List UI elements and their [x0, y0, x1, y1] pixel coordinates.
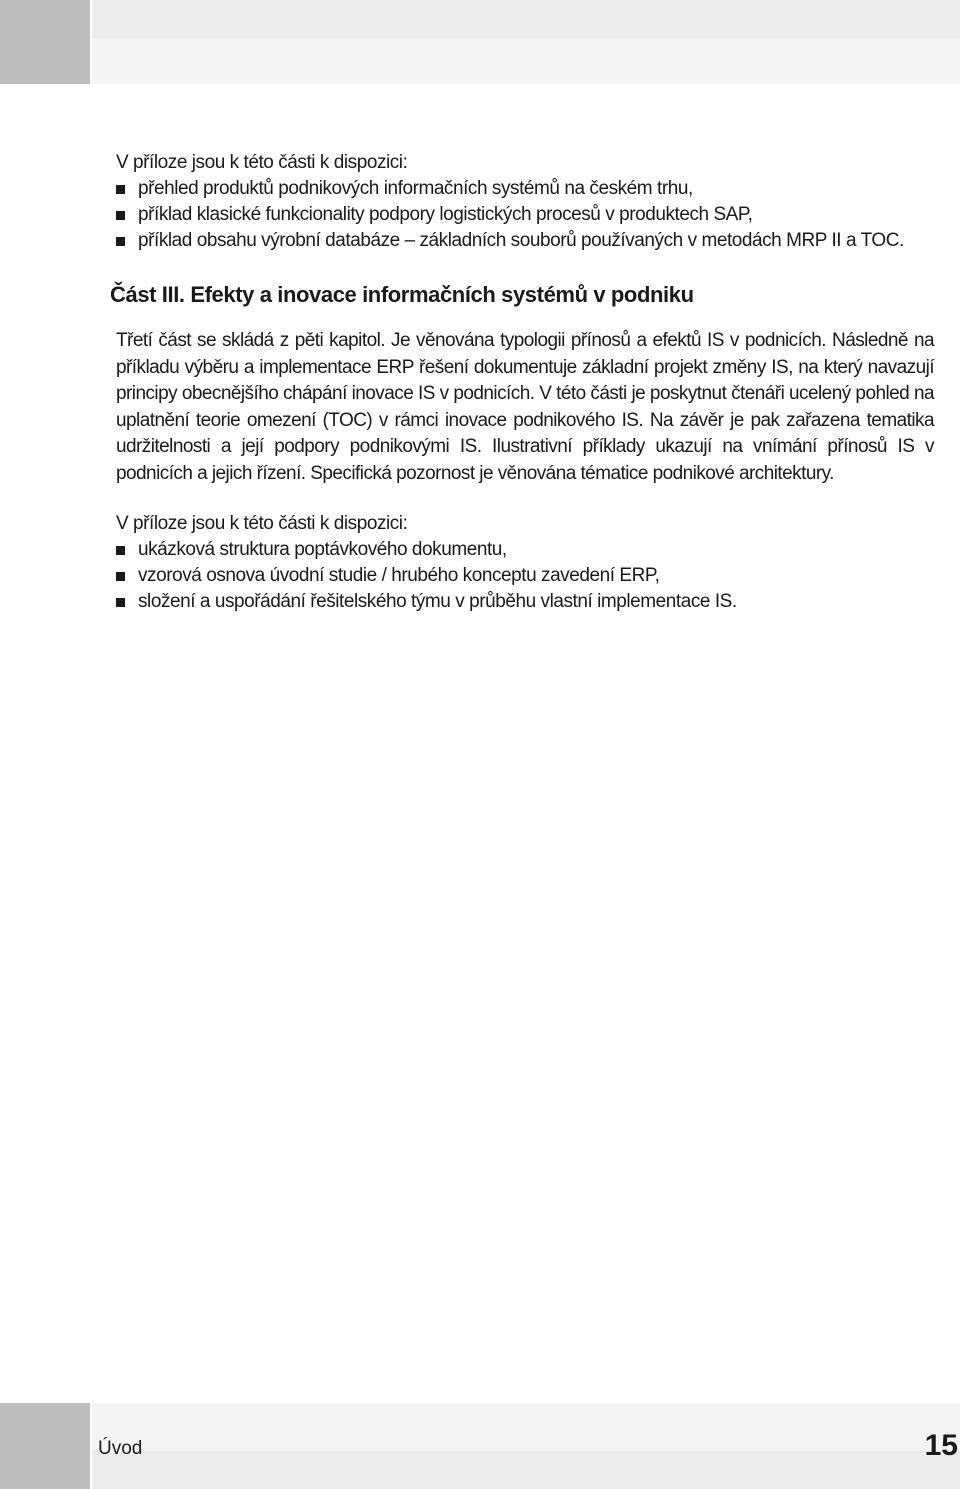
appendix-intro-2: V příloze jsou k této části k dispozici:	[116, 513, 408, 534]
page-content	[110, 150, 934, 615]
page-number: 15	[924, 1429, 958, 1462]
footer-band-bottom	[92, 1451, 960, 1489]
list-item-text: složení a uspořádání řešitelského týmu v průběhu vlastní implementace IS.	[138, 591, 737, 612]
list-item	[116, 563, 934, 589]
list-item-text: vzorová osnova úvodní studie / hrubého konceptu zavedení ERP,	[138, 565, 660, 586]
bullet-square-icon	[116, 598, 125, 607]
bullet-square-icon	[116, 211, 125, 220]
list-item-text: příklad klasické funkcionality podpory logistických procesů v produktech SAP,	[138, 204, 753, 225]
list-item	[116, 228, 934, 254]
list-item-text: ukázková struktura poptávkového dokumentu,	[138, 539, 507, 560]
appendix-list-1	[116, 176, 934, 254]
footer-section-label: Úvod	[98, 1438, 143, 1459]
appendix-list-2	[116, 537, 934, 615]
footer-band-top	[92, 1403, 960, 1451]
appendix-intro-1: V příloze jsou k této části k dispozici:	[116, 152, 408, 173]
list-item-text: příklad obsahu výrobní databáze – základních souborů používaných v metodách MRP II a TOC.	[138, 230, 904, 251]
list-item	[116, 537, 934, 563]
header-band-top	[92, 0, 960, 38]
list-item	[116, 589, 934, 615]
bullet-square-icon	[116, 546, 125, 555]
bullet-square-icon	[116, 237, 125, 246]
part-heading: Část III. Efekty a inovace informačních systémů v podniku	[110, 282, 694, 307]
part-description: Třetí část se skládá z pěti kapitol. Je věnována typologii přínosů a efektů IS v podnicích. Následně na příkladu výběru a implementace ERP řešení dokumentuje základní projekt změny IS, na který navazují principy obecnějšího chápání inovace IS v podnicích. V této části je poskytnut čtenáři ucelený pohled na uplatnění teorie omezení (TOC) v rámci inovace podnikového IS. Na závěr je pak zařazena tematika udržitelnosti a její podpory podnikovými IS. Ilustrativní příklady ukazují na vnímání přínosů IS v podnicích a jejich řízení. Specifická pozornost je věnována tématice podnikové architektury.	[116, 330, 934, 484]
bullet-square-icon	[116, 572, 125, 581]
footer-band-left	[0, 1403, 90, 1489]
header-band-bottom	[92, 38, 960, 84]
list-item-text: přehled produktů podnikových informačních systémů na českém trhu,	[138, 178, 693, 199]
list-item	[116, 176, 934, 202]
bullet-square-icon	[116, 185, 125, 194]
list-item	[116, 202, 934, 228]
header-band-left	[0, 0, 90, 84]
